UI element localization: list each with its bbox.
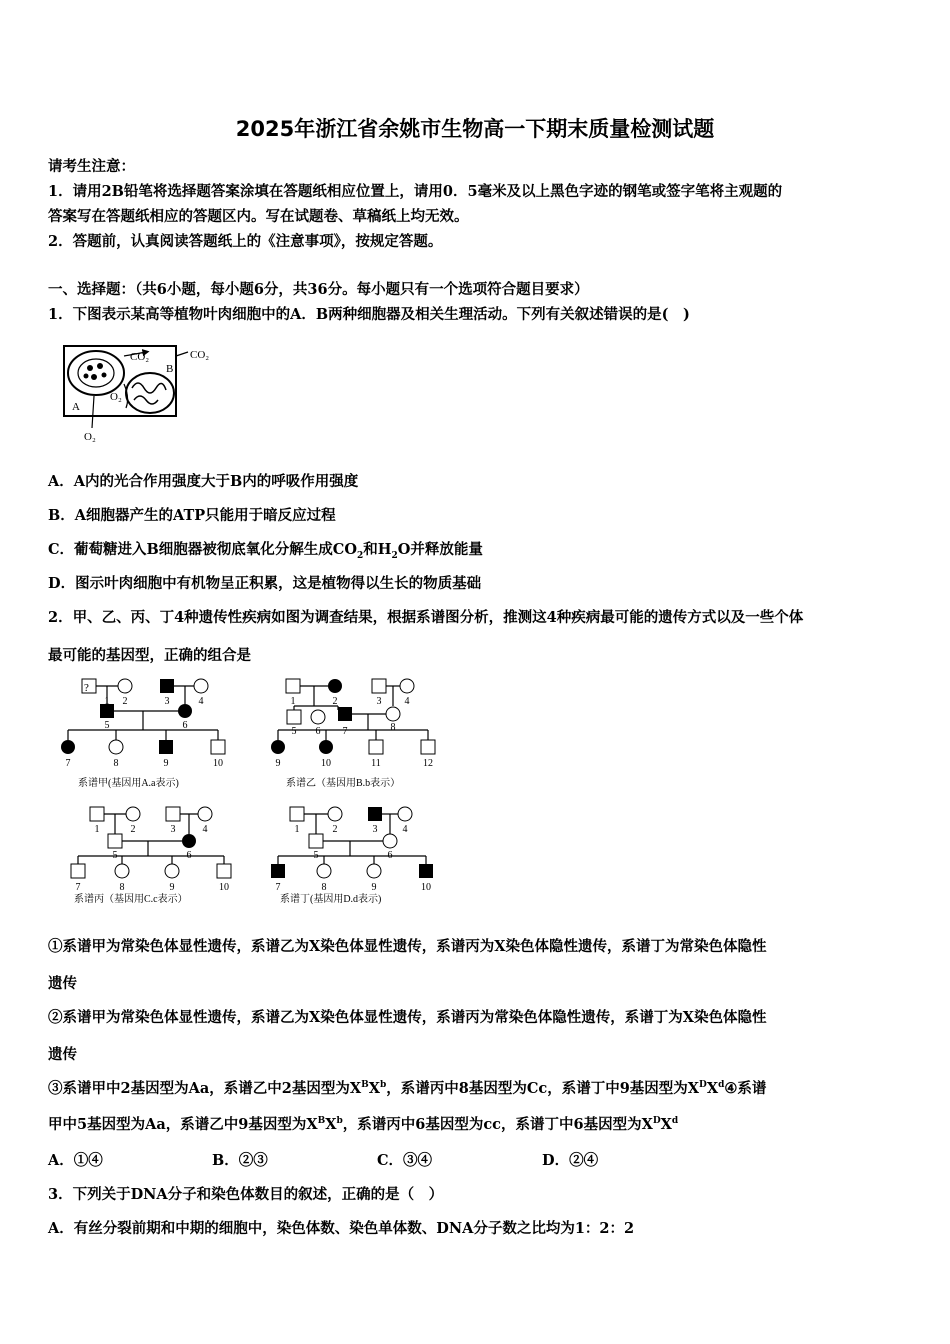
svg-text:3: 3 xyxy=(372,824,378,835)
section-heading: 一、选择题：（共6小题，每小题6分，共36分。每小题只有一个选项符合题目要求） xyxy=(48,281,589,298)
label-co2-inner: CO₂ xyxy=(130,351,150,363)
ding-7 xyxy=(271,864,285,878)
svg-text:2: 2 xyxy=(122,696,128,707)
ding-5 xyxy=(309,834,323,848)
svg-text:4: 4 xyxy=(402,824,408,835)
svg-text:9: 9 xyxy=(163,758,169,769)
svg-text:8: 8 xyxy=(119,882,125,893)
label-o2-outer: O₂ xyxy=(84,431,96,443)
label-co2-outer: CO₂ xyxy=(190,349,210,361)
svg-text:7: 7 xyxy=(275,882,281,893)
q2-option-b: B．②③ xyxy=(212,1152,268,1169)
svg-text:7: 7 xyxy=(65,758,71,769)
caption-bing: 系谱丙（基因用C.c表示） xyxy=(74,894,188,905)
organelle-diagram xyxy=(58,338,218,446)
caption-jia: 系谱甲(基因用A.a表示) xyxy=(78,778,179,789)
label-a: A xyxy=(72,401,80,413)
jia-8 xyxy=(109,740,123,754)
yi-3 xyxy=(372,679,386,693)
notice-item-1-line-1: 1．请用2B铅笔将选择题答案涂填在答题纸相应位置上，请用0．5毫米及以上黑色字迹的钢笔或签字笔将主观题的 xyxy=(48,183,783,200)
jia-4 xyxy=(194,679,208,693)
svg-text:3: 3 xyxy=(376,696,382,707)
page-title: 2025年浙江省余姚市生物高一下期末质量检测试题 xyxy=(235,117,715,141)
svg-text:3: 3 xyxy=(170,824,176,835)
caption-ding: 系谱丁(基因用D.d表示) xyxy=(280,894,382,905)
q2-statement-2-line-1: ②系谱甲为常染色体显性遗传，系谱乙为X染色体显性遗传，系谱丙为常染色体隐性遗传，系谱丁为X染色体隐性 xyxy=(48,1009,767,1026)
svg-text:2: 2 xyxy=(332,696,338,707)
svg-text:4: 4 xyxy=(198,696,204,707)
bing-3 xyxy=(166,807,180,821)
svg-text:5: 5 xyxy=(104,720,110,731)
ding-1 xyxy=(290,807,304,821)
jia-9 xyxy=(159,740,173,754)
q2-statement-4: 甲中5基因型为Aa，系谱乙中9基因型为$X^BX^b$，系谱丙中6基因型为cc，系谱丁中6基因型为$X^DX^d$ xyxy=(48,1116,679,1133)
svg-text:1: 1 xyxy=(290,696,296,707)
ding-8 xyxy=(317,864,331,878)
q2-statement-2-line-2: 遗传 xyxy=(48,1046,77,1063)
q1-option-d: D．图示叶肉细胞中有机物呈正积累，这是植物得以生长的物质基础 xyxy=(48,575,482,592)
svg-text:5: 5 xyxy=(313,850,319,861)
svg-text:7: 7 xyxy=(75,882,81,893)
q1-option-b: B．A细胞器产生的ATP只能用于暗反应过程 xyxy=(48,507,336,524)
svg-text:6: 6 xyxy=(186,850,192,861)
bing-6 xyxy=(182,834,196,848)
q3-stem: 3．下列关于DNA分子和染色体数目的叙述，正确的是（ ） xyxy=(48,1186,444,1203)
jia-3 xyxy=(160,679,174,693)
svg-text:6: 6 xyxy=(315,726,321,737)
q1-stem: 1．下图表示某高等植物叶肉细胞中的A．B两种细胞器及相关生理活动。下列有关叙述错误的是( ) xyxy=(48,306,690,323)
ding-6 xyxy=(383,834,397,848)
yi-6 xyxy=(311,710,325,724)
bing-7 xyxy=(71,864,85,878)
svg-text:3: 3 xyxy=(164,696,170,707)
bing-5 xyxy=(108,834,122,848)
yi-9 xyxy=(271,740,285,754)
svg-text:8: 8 xyxy=(113,758,119,769)
q2-option-d: D．②④ xyxy=(542,1152,599,1169)
q2-stem-line-1: 2．甲、乙、丙、丁4种遗传性疾病如图为调查结果，根据系谱图分析，推测这4种疾病最可能的遗传方式以及一些个体 xyxy=(48,609,804,626)
svg-text:10: 10 xyxy=(421,882,431,893)
svg-text:4: 4 xyxy=(404,696,410,707)
q1-option-c: C．葡萄糖进入B细胞器被彻底氧化分解生成$CO_2$和$H_2O$并释放能量 xyxy=(48,541,483,561)
notice-heading: 请考生注意： xyxy=(48,158,135,175)
notice-item-2: 2．答题前，认真阅读答题纸上的《注意事项》，按规定答题。 xyxy=(48,233,443,250)
svg-text:5: 5 xyxy=(112,850,118,861)
pedigree-figure xyxy=(48,674,462,908)
ding-3 xyxy=(368,807,382,821)
yi-4 xyxy=(400,679,414,693)
yi-1 xyxy=(286,679,300,693)
label-b: B xyxy=(166,363,174,375)
yi-2 xyxy=(328,679,342,693)
q2-statement-1-line-2: 遗传 xyxy=(48,975,77,992)
caption-yi: 系谱乙（基因用B.b表示） xyxy=(286,778,401,789)
q2-option-c: C．③④ xyxy=(377,1152,433,1169)
yi-8 xyxy=(386,707,400,721)
svg-text:8: 8 xyxy=(321,882,327,893)
q2-statement-3: ③系谱甲中2基因型为Aa，系谱乙中2基因型为$X^BX^b$，系谱丙中8基因型为Cc，系谱丁中9基因型为$X^DX^d④$系谱 xyxy=(48,1080,767,1097)
ding-4 xyxy=(398,807,412,821)
yi-12 xyxy=(421,740,435,754)
q2-stem-line-2: 最可能的基因型，正确的组合是 xyxy=(48,647,251,664)
svg-text:9: 9 xyxy=(371,882,377,893)
svg-text:10: 10 xyxy=(321,758,331,769)
svg-text:10: 10 xyxy=(213,758,223,769)
bing-2 xyxy=(126,807,140,821)
svg-text:1: 1 xyxy=(104,696,110,707)
svg-text:11: 11 xyxy=(371,758,381,769)
svg-text:2: 2 xyxy=(130,824,136,835)
svg-text:1: 1 xyxy=(294,824,300,835)
svg-text:2: 2 xyxy=(332,824,338,835)
notice-item-1-line-2: 答案写在答题纸相应的答题区内。写在试题卷、草稿纸上均无效。 xyxy=(48,208,469,225)
svg-text:4: 4 xyxy=(202,824,208,835)
svg-text:9: 9 xyxy=(275,758,281,769)
ding-10 xyxy=(419,864,433,878)
svg-text:9: 9 xyxy=(169,882,175,893)
svg-text:1: 1 xyxy=(94,824,100,835)
bing-10 xyxy=(217,864,231,878)
svg-text:8: 8 xyxy=(390,722,396,733)
q1-option-a: A．A内的光合作用强度大于B内的呼吸作用强度 xyxy=(48,473,359,490)
bing-8 xyxy=(115,864,129,878)
jia-6 xyxy=(178,704,192,718)
bing-1 xyxy=(90,807,104,821)
chloroplast-a xyxy=(68,351,124,395)
ding-2 xyxy=(328,807,342,821)
svg-text:7: 7 xyxy=(342,726,348,737)
q2-option-a: A．①④ xyxy=(48,1152,103,1169)
bing-9 xyxy=(165,864,179,878)
ding-9 xyxy=(367,864,381,878)
jia-7 xyxy=(61,740,75,754)
yi-5 xyxy=(287,710,301,724)
svg-text:6: 6 xyxy=(387,850,393,861)
q3-option-a: A．有丝分裂前期和中期的细胞中，染色体数、染色单体数、DNA分子数之比均为1：2：2 xyxy=(48,1220,635,1237)
label-o2-inner: O₂ xyxy=(110,391,122,403)
jia-unknown-mark: ? xyxy=(84,682,89,694)
yi-11 xyxy=(369,740,383,754)
jia-2 xyxy=(118,679,132,693)
svg-text:12: 12 xyxy=(423,758,433,769)
yi-10 xyxy=(319,740,333,754)
svg-text:6: 6 xyxy=(182,720,188,731)
bing-4 xyxy=(198,807,212,821)
jia-10 xyxy=(211,740,225,754)
svg-text:5: 5 xyxy=(291,726,297,737)
q2-statement-1-line-1: ①系谱甲为常染色体显性遗传，系谱乙为X染色体显性遗传，系谱丙为X染色体隐性遗传，系谱丁为常染色体隐性 xyxy=(48,938,767,955)
yi-7 xyxy=(338,707,352,721)
svg-text:10: 10 xyxy=(219,882,229,893)
